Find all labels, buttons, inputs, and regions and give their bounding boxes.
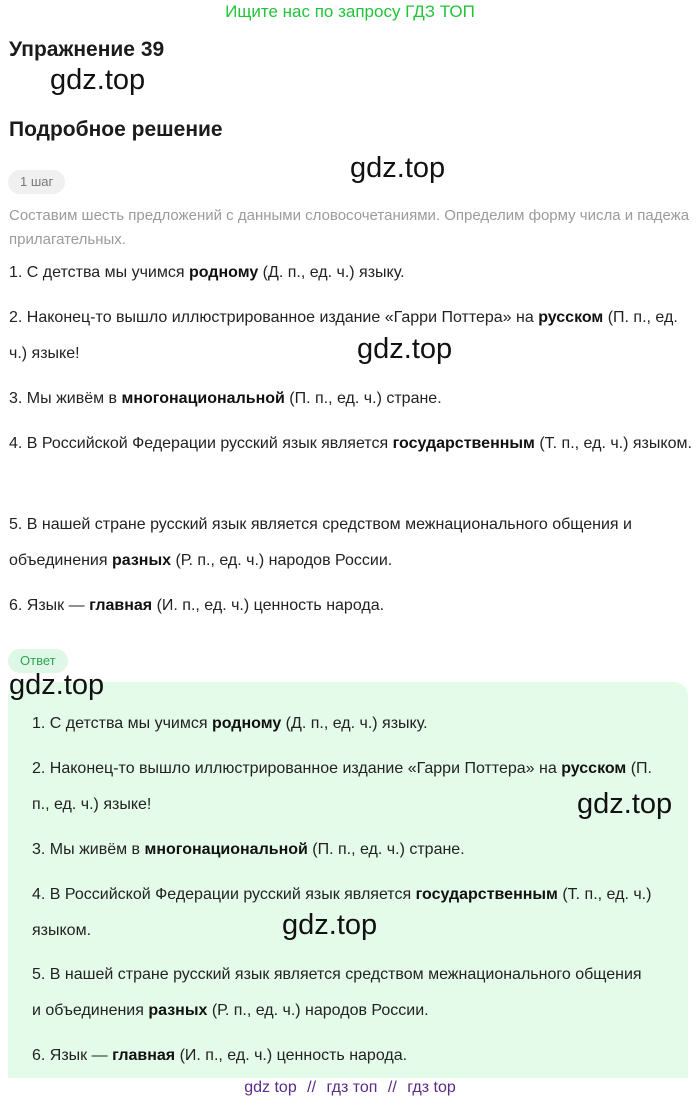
answer-item-2 [32,751,652,823]
solution-text: (П. п., ед. ч.) языке! [9,309,678,362]
footer-link[interactable]: гдз топ [326,1079,378,1096]
section-title: Подробное решение [9,118,223,141]
watermark: gdz.top [50,64,146,96]
exercise-title: Упражнение 39 [9,38,165,61]
solution-item-6 [9,588,693,624]
footer-separator: // [387,1079,397,1096]
answer-text: 4. В Российской Федерации русский язык является [32,886,416,903]
answer-item-3 [32,832,652,868]
solution-text: (Т. п., ед. ч.) языком. [534,435,692,452]
footer-links [0,1079,700,1097]
adjective: разных [148,1002,208,1019]
solution-text: 5. В нашей стране русский язык является средством межнационального общения и объединения [9,516,632,569]
step-badge: 1 шаг [8,170,65,194]
answer-text: (Т. п., ед. ч.) языком. [32,886,652,939]
solution-item-2 [9,300,693,372]
solution-text: (Д. п., ед. ч.) языку. [258,264,405,281]
answer-text: (Д. п., ед. ч.) языку. [281,715,428,732]
solution-text: 2. Наконец-то вышло иллюстрированное издание «Гарри Поттера» на [9,309,539,326]
solution-text: 4. В Российской Федерации русский язык является [9,435,393,452]
solution-text: (И. п., ед. ч.) ценность народа. [152,597,385,614]
answer-text: (И. п., ед. ч.) ценность народа. [175,1047,408,1064]
footer-link[interactable]: gdz top [244,1079,297,1096]
adjective: русском [561,760,627,777]
solution-text: (Р. п., ед. ч.) народов России. [171,552,393,569]
answer-text: 2. Наконец-то вышло иллюстрированное издание «Гарри Поттера» на [32,760,562,777]
solution-text: (П. п., ед. ч.) стране. [284,390,442,407]
answer-badge: Ответ [8,649,68,673]
solution-item-4 [9,426,693,462]
adjective: многонациональной [144,841,308,858]
footer-separator: // [307,1079,317,1096]
solution-text: 3. Мы живём в [9,390,122,407]
answer-item-1 [32,706,652,742]
watermark: gdz.top [577,788,673,820]
watermark: gdz.top [282,909,378,941]
solution-item-3 [9,381,693,417]
watermark: gdz.top [9,669,105,701]
answer-text: 1. С детства мы учимся [32,715,212,732]
footer-link[interactable]: гдз top [407,1079,456,1096]
adjective: главная [89,597,153,614]
adjective: разных [111,552,172,569]
step-intro-text: Составим шесть предложений с данными словосочетаниями. Определим форму числа и падежа прилагательных. [9,207,690,248]
solution-item-5 [9,507,693,579]
answer-text: 5. В нашей стране русский язык является средством межнационального общения и объединения [32,966,642,1019]
adjective: родному [188,264,259,281]
answer-item-5 [32,957,652,1029]
solution-item-1 [9,255,693,291]
answer-text: (П. п., ед. ч.) стране. [307,841,465,858]
promo-banner[interactable]: Ищите нас по запросу ГДЗ ТОП [225,2,475,21]
adjective: русском [538,309,604,326]
answer-item-6 [32,1038,652,1074]
answer-text: (Р. п., ед. ч.) народов России. [207,1002,429,1019]
adjective: государственным [392,435,535,452]
adjective: родному [211,715,282,732]
watermark: gdz.top [350,152,446,184]
answer-text: 3. Мы живём в [32,841,145,858]
solution-text: 1. С детства мы учимся [9,264,189,281]
answer-text: 6. Язык — [32,1047,113,1064]
adjective: многонациональной [121,390,285,407]
answer-text: (П. п., ед. ч.) языке! [32,760,652,813]
watermark: gdz.top [357,333,453,365]
solution-text: 6. Язык — [9,597,90,614]
adjective: главная [112,1047,176,1064]
adjective: государственным [415,886,558,903]
